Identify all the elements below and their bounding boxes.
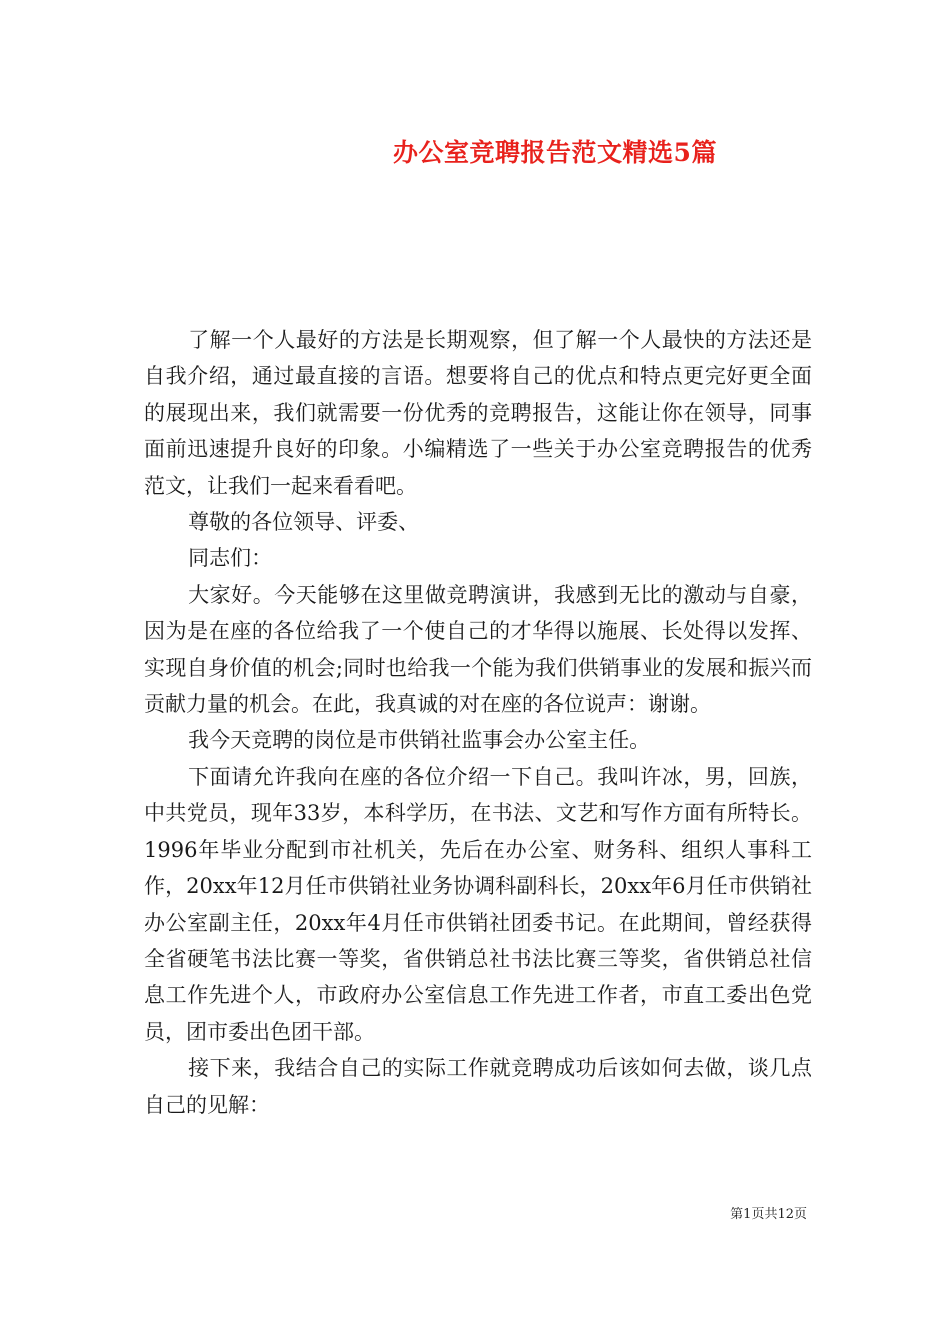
- document-title: 办公室竞聘报告范文精选5篇: [393, 138, 717, 167]
- document-body: [144, 322, 812, 1123]
- greeting-paragraph: 大家好。今天能够在这里做竞聘演讲，我感到无比的激动与自豪，因为是在座的各位给我了一个使自己的才华得以施展、长处得以发挥、实现自身价值的机会;同时也给我一个能为我们供销事业的发展和振兴而贡献力量的机会。在此，我真诚的对在座的各位说声：谢谢。: [144, 582, 812, 717]
- page-number: 第1页共12页: [730, 1207, 807, 1222]
- transition-paragraph: 接下来，我结合自己的实际工作就竞聘成功后该如何去做，谈几点自己的见解：: [144, 1056, 812, 1117]
- self-introduction-paragraph: 下面请允许我向在座的各位介绍一下自己。我叫许冰，男，回族，中共党员，现年33岁，本科学历，在书法、文艺和写作方面有所特长。1996年毕业分配到市社机关，先后在办公室、财务科、组织人事科工作，20xx年12月任市供销社业务协调科副科长，20xx年6月任市供销社办公室副主任，20xx年4月任市供销社团委书记。在此期间，曾经获得全省硬笔书法比赛一等奖，省供销总社书法比赛三等奖，省供销总社信息工作先进个人，市政府办公室信息工作先进工作者，市直工委出色党员，团市委出色团干部。: [144, 764, 812, 1044]
- position-paragraph: 我今天竞聘的岗位是市供销社监事会办公室主任。: [188, 728, 651, 753]
- salutation-line: 同志们：: [188, 546, 273, 571]
- intro-paragraph: 了解一个人最好的方法是长期观察，但了解一个人最快的方法还是自我介绍，通过最直接的言语。想要将自己的优点和特点更完好更全面的展现出来，我们就需要一份优秀的竞聘报告，这能让你在领导，同事面前迅速提升良好的印象。小编精选了一些关于办公室竞聘报告的优秀范文，让我们一起来看看吧。: [144, 328, 812, 498]
- salutation-line: 尊敬的各位领导、评委、: [188, 510, 420, 535]
